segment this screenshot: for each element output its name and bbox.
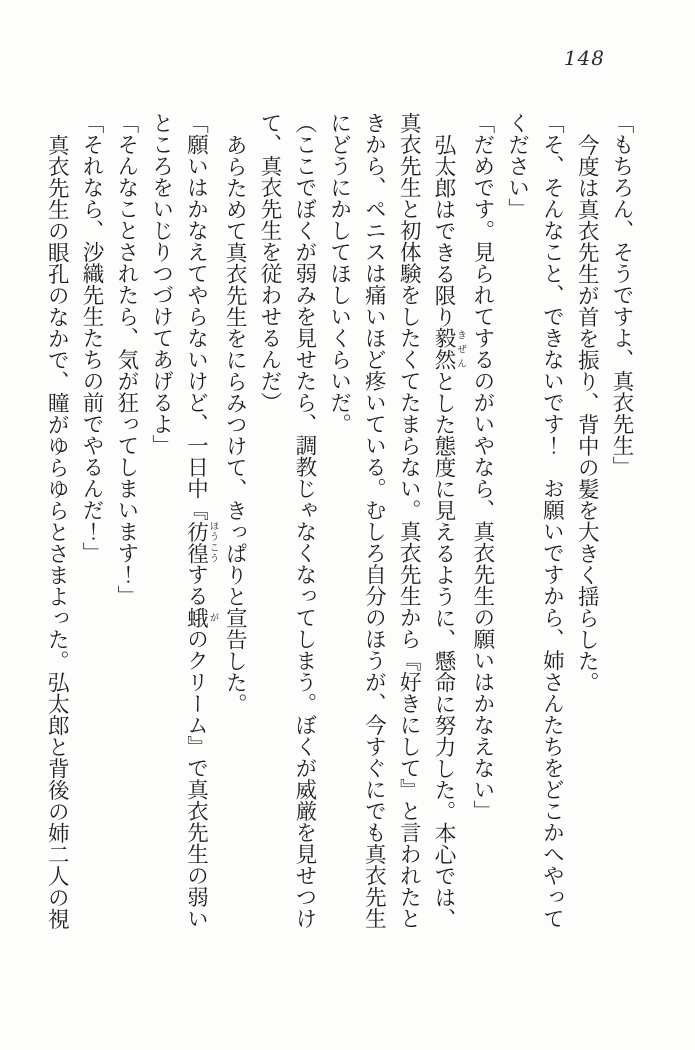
paragraph-dialogue: 「もちろん、そうですよ、真衣先生」 bbox=[610, 112, 634, 478]
paragraph-narration: あらためて真衣先生をにらみつけて、きっぱりと宣告した。 bbox=[223, 133, 248, 714]
text-run: する bbox=[184, 563, 209, 607]
page-number: 148 bbox=[563, 46, 605, 70]
ruby-annotated-word bbox=[432, 327, 466, 370]
ruby-base: 蛾 bbox=[184, 606, 209, 628]
text-run: 弘太郎はできる限り bbox=[432, 133, 457, 327]
ruby-base: 毅然 bbox=[432, 327, 457, 370]
text-block bbox=[39, 112, 639, 932]
paragraph-dialogue: 「それなら、沙織先生たちの前でやるんだ！」 bbox=[80, 112, 105, 564]
furigana: が bbox=[207, 606, 218, 628]
ruby-base: 彷徨 bbox=[184, 520, 209, 564]
furigana: きぜん bbox=[455, 327, 466, 370]
paragraph-inner-monologue: （ここでぼくが弱みを見せたら、調教じゃなくなってしまう。ぼくが威厳を見せつけて、真衣先生を従わせるんだ） bbox=[258, 112, 317, 929]
paragraph-narration: 真衣先生の眼孔のなかで、瞳がゆらゆらとさまよった。弘太郎と背後の姉二人の視 bbox=[45, 133, 70, 929]
ruby-annotated-word bbox=[184, 520, 218, 564]
text-run: 「願いはかなえてやらないけど、一日中『 bbox=[184, 112, 209, 521]
text-run: とした態度に見えるように、懸命に努力した。本心では、真衣先生と初体験をしたくてたまらない。真衣先生から『好きにして』と言われたときから、ペニスは痛いほど疼いている。むしろ自分のほうが、今すぐにでも真衣先生にどうにかしてほしいくらいだ。 bbox=[327, 112, 457, 929]
text-run: のクリーム』で真衣先生の弱いところをいじりつづけてあげるよ」 bbox=[149, 112, 209, 929]
paragraph-dialogue bbox=[144, 112, 218, 932]
paragraph-narration bbox=[322, 112, 465, 932]
paragraph-dialogue: 「そ、そんなこと、できないです！ お願いですから、姉さんたちをどこかへやってください」 bbox=[505, 112, 565, 929]
ruby-annotated-word bbox=[184, 606, 218, 629]
paragraph-narration: 今度は真衣先生が首を振り、背中の髪を大きく揺らした。 bbox=[575, 133, 600, 693]
paragraph-dialogue: 「だめです。見られてするのがいやなら、真衣先生の願いはかなえない」 bbox=[470, 112, 495, 822]
furigana: ほうこう bbox=[207, 520, 218, 564]
paragraph-dialogue: 「そんなことされたら、気が狂ってしまいます！」 bbox=[114, 112, 139, 607]
